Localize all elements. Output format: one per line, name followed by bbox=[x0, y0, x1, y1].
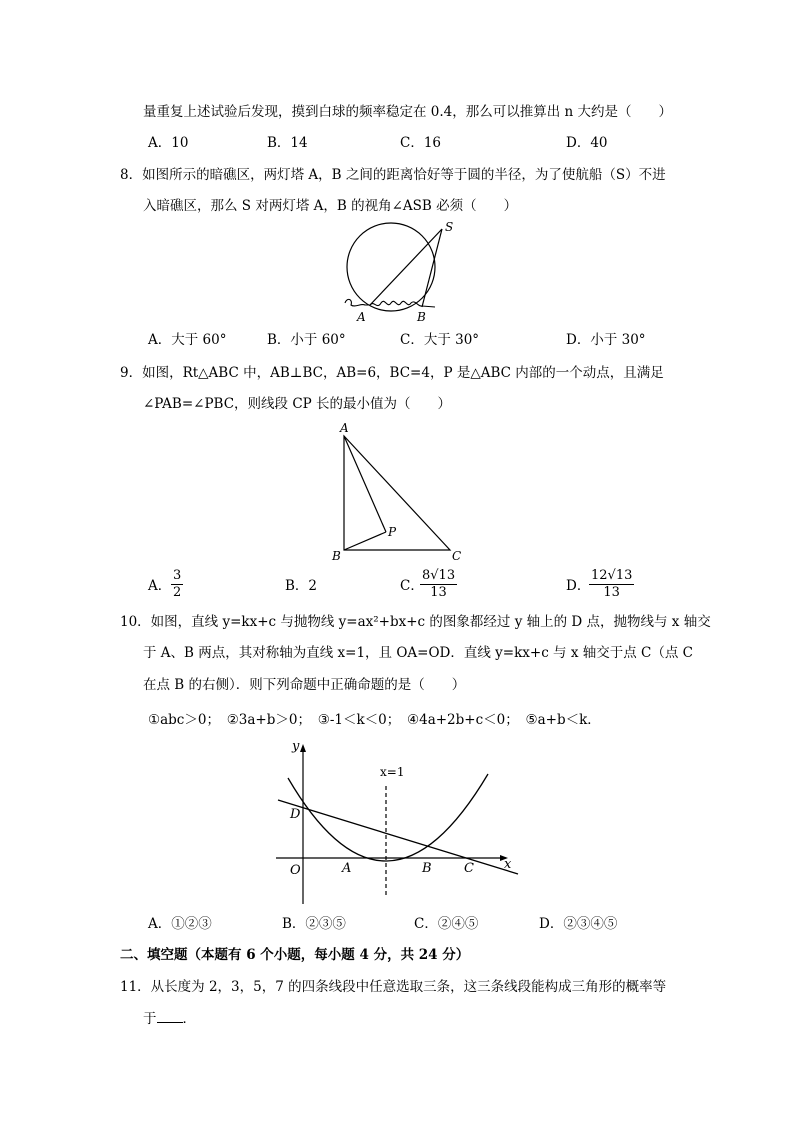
parabola-curve bbox=[288, 774, 488, 861]
q10-option-a[interactable]: A．①②③ bbox=[148, 916, 212, 932]
q8-option-a[interactable]: A．大于 60° bbox=[148, 332, 227, 348]
label-o: O bbox=[290, 863, 301, 878]
q7-option-a[interactable]: A．10 bbox=[148, 135, 189, 151]
q7-option-d[interactable]: D．40 bbox=[566, 135, 608, 151]
q11-suffix: ． bbox=[182, 1011, 196, 1027]
q10-stem-line3: 在点 B 的右侧）．则下列命题中正确命题的是（ ） bbox=[143, 677, 466, 693]
q8-option-b[interactable]: B．小于 60° bbox=[267, 332, 346, 348]
q8-stem-line2: 入暗礁区，那么 S 对两灯塔 A，B 的视角∠ASB 必须（ ） bbox=[143, 198, 518, 214]
q9-option-d-fraction bbox=[589, 568, 634, 601]
q9-option-b[interactable]: B．2 bbox=[285, 578, 318, 594]
label-a: A bbox=[342, 861, 352, 876]
fraction-denominator: 13 bbox=[603, 585, 620, 600]
reef-circle bbox=[347, 223, 435, 311]
q10-stem-line1: 10．如图，直线 y=kx+c 与抛物线 y=ax²+bx+c 的图象都经过 y 轴上的 D 点，抛物线与 x 轴交 bbox=[120, 614, 711, 630]
reef-wave bbox=[345, 299, 435, 307]
y-axis-arrow bbox=[300, 744, 306, 752]
label-a: A bbox=[357, 310, 366, 324]
q11-prefix: 于 bbox=[143, 1011, 157, 1027]
q9-option-a-label[interactable]: A． bbox=[148, 578, 172, 594]
q9-stem-line1: 9．如图，Rt△ABC 中，AB⊥BC，AB=6，BC=4，P 是△ABC 内部的一个动点，且满足 bbox=[120, 365, 664, 381]
section-heading: 二、填空题（本题有 6 个小题，每小题 4 分，共 24 分） bbox=[120, 947, 470, 963]
label-x: x bbox=[504, 857, 512, 872]
label-d: D bbox=[290, 807, 301, 822]
label-b: B bbox=[332, 549, 341, 563]
q10-option-b[interactable]: B．②③⑤ bbox=[282, 916, 346, 932]
answer-blank[interactable] bbox=[157, 1010, 183, 1023]
label-c: C bbox=[464, 861, 474, 876]
line-sb bbox=[422, 229, 442, 307]
label-p: P bbox=[388, 525, 397, 539]
q9-stem-line2: ∠PAB=∠PBC，则线段 CP 长的最小值为（ ） bbox=[143, 396, 452, 412]
q10-stem-line2: 于 A、B 两点，其对称轴为直线 x=1，且 OA=OD．直线 y=kx+c 与 x 轴交于点 C（点 C bbox=[143, 645, 693, 661]
line-sa bbox=[370, 229, 442, 305]
label-b: B bbox=[422, 861, 432, 876]
fraction-denominator: 13 bbox=[430, 585, 447, 600]
fraction-numerator: 3 bbox=[173, 568, 182, 583]
label-y: y bbox=[292, 739, 300, 754]
q9-figure bbox=[330, 420, 470, 565]
q8-stem-line1: 8．如图所示的暗礁区，两灯塔 A，B 之间的距离恰好等于圆的半径，为了使航船（S）不进 bbox=[120, 167, 666, 183]
fraction-numerator: 8√13 bbox=[422, 568, 456, 583]
q8-option-d[interactable]: D．小于 30° bbox=[566, 332, 646, 348]
q10-figure bbox=[270, 738, 525, 910]
label-b: B bbox=[417, 310, 426, 324]
q9-option-c-fraction bbox=[420, 568, 457, 601]
fraction-denominator: 2 bbox=[173, 585, 182, 600]
triangle-abc bbox=[344, 436, 450, 550]
label-c: C bbox=[452, 549, 462, 563]
q7-option-c[interactable]: C．16 bbox=[400, 135, 442, 151]
segment-ap bbox=[344, 436, 386, 532]
q7-stem: 量重复上述试验后发现，摸到白球的频率稳定在 0.4，那么可以推算出 n 大约是（ ） bbox=[143, 104, 673, 120]
fraction-numerator: 12√13 bbox=[591, 568, 633, 583]
q9-option-d-label[interactable]: D． bbox=[566, 578, 591, 594]
label-a: A bbox=[340, 421, 349, 435]
segment-bp bbox=[344, 532, 386, 550]
q10-option-d[interactable]: D．②③④⑤ bbox=[539, 916, 618, 932]
q8-option-c[interactable]: C．大于 30° bbox=[400, 332, 480, 348]
q8-figure bbox=[335, 215, 460, 325]
label-s: S bbox=[445, 220, 454, 234]
q9-option-c-label[interactable]: C． bbox=[400, 578, 424, 594]
q10-option-c[interactable]: C．②④⑤ bbox=[414, 916, 479, 932]
line-kx-c bbox=[278, 800, 518, 874]
q11-stem-line1: 11．从长度为 2，3，5，7 的四条线段中任意选取三条，这三条线段能构成三角形的概率等 bbox=[120, 979, 667, 995]
q9-option-a-fraction bbox=[171, 568, 183, 601]
q7-option-b[interactable]: B．14 bbox=[267, 135, 308, 151]
label-axis-x-eq-1: x=1 bbox=[380, 765, 405, 779]
q10-statements: ①abc＞0； ②3a+b＞0； ③-1＜k＜0； ④4a+2b+c＜0； ⑤a+b＜k． bbox=[148, 712, 601, 728]
q11-stem-line2 bbox=[143, 1010, 196, 1028]
